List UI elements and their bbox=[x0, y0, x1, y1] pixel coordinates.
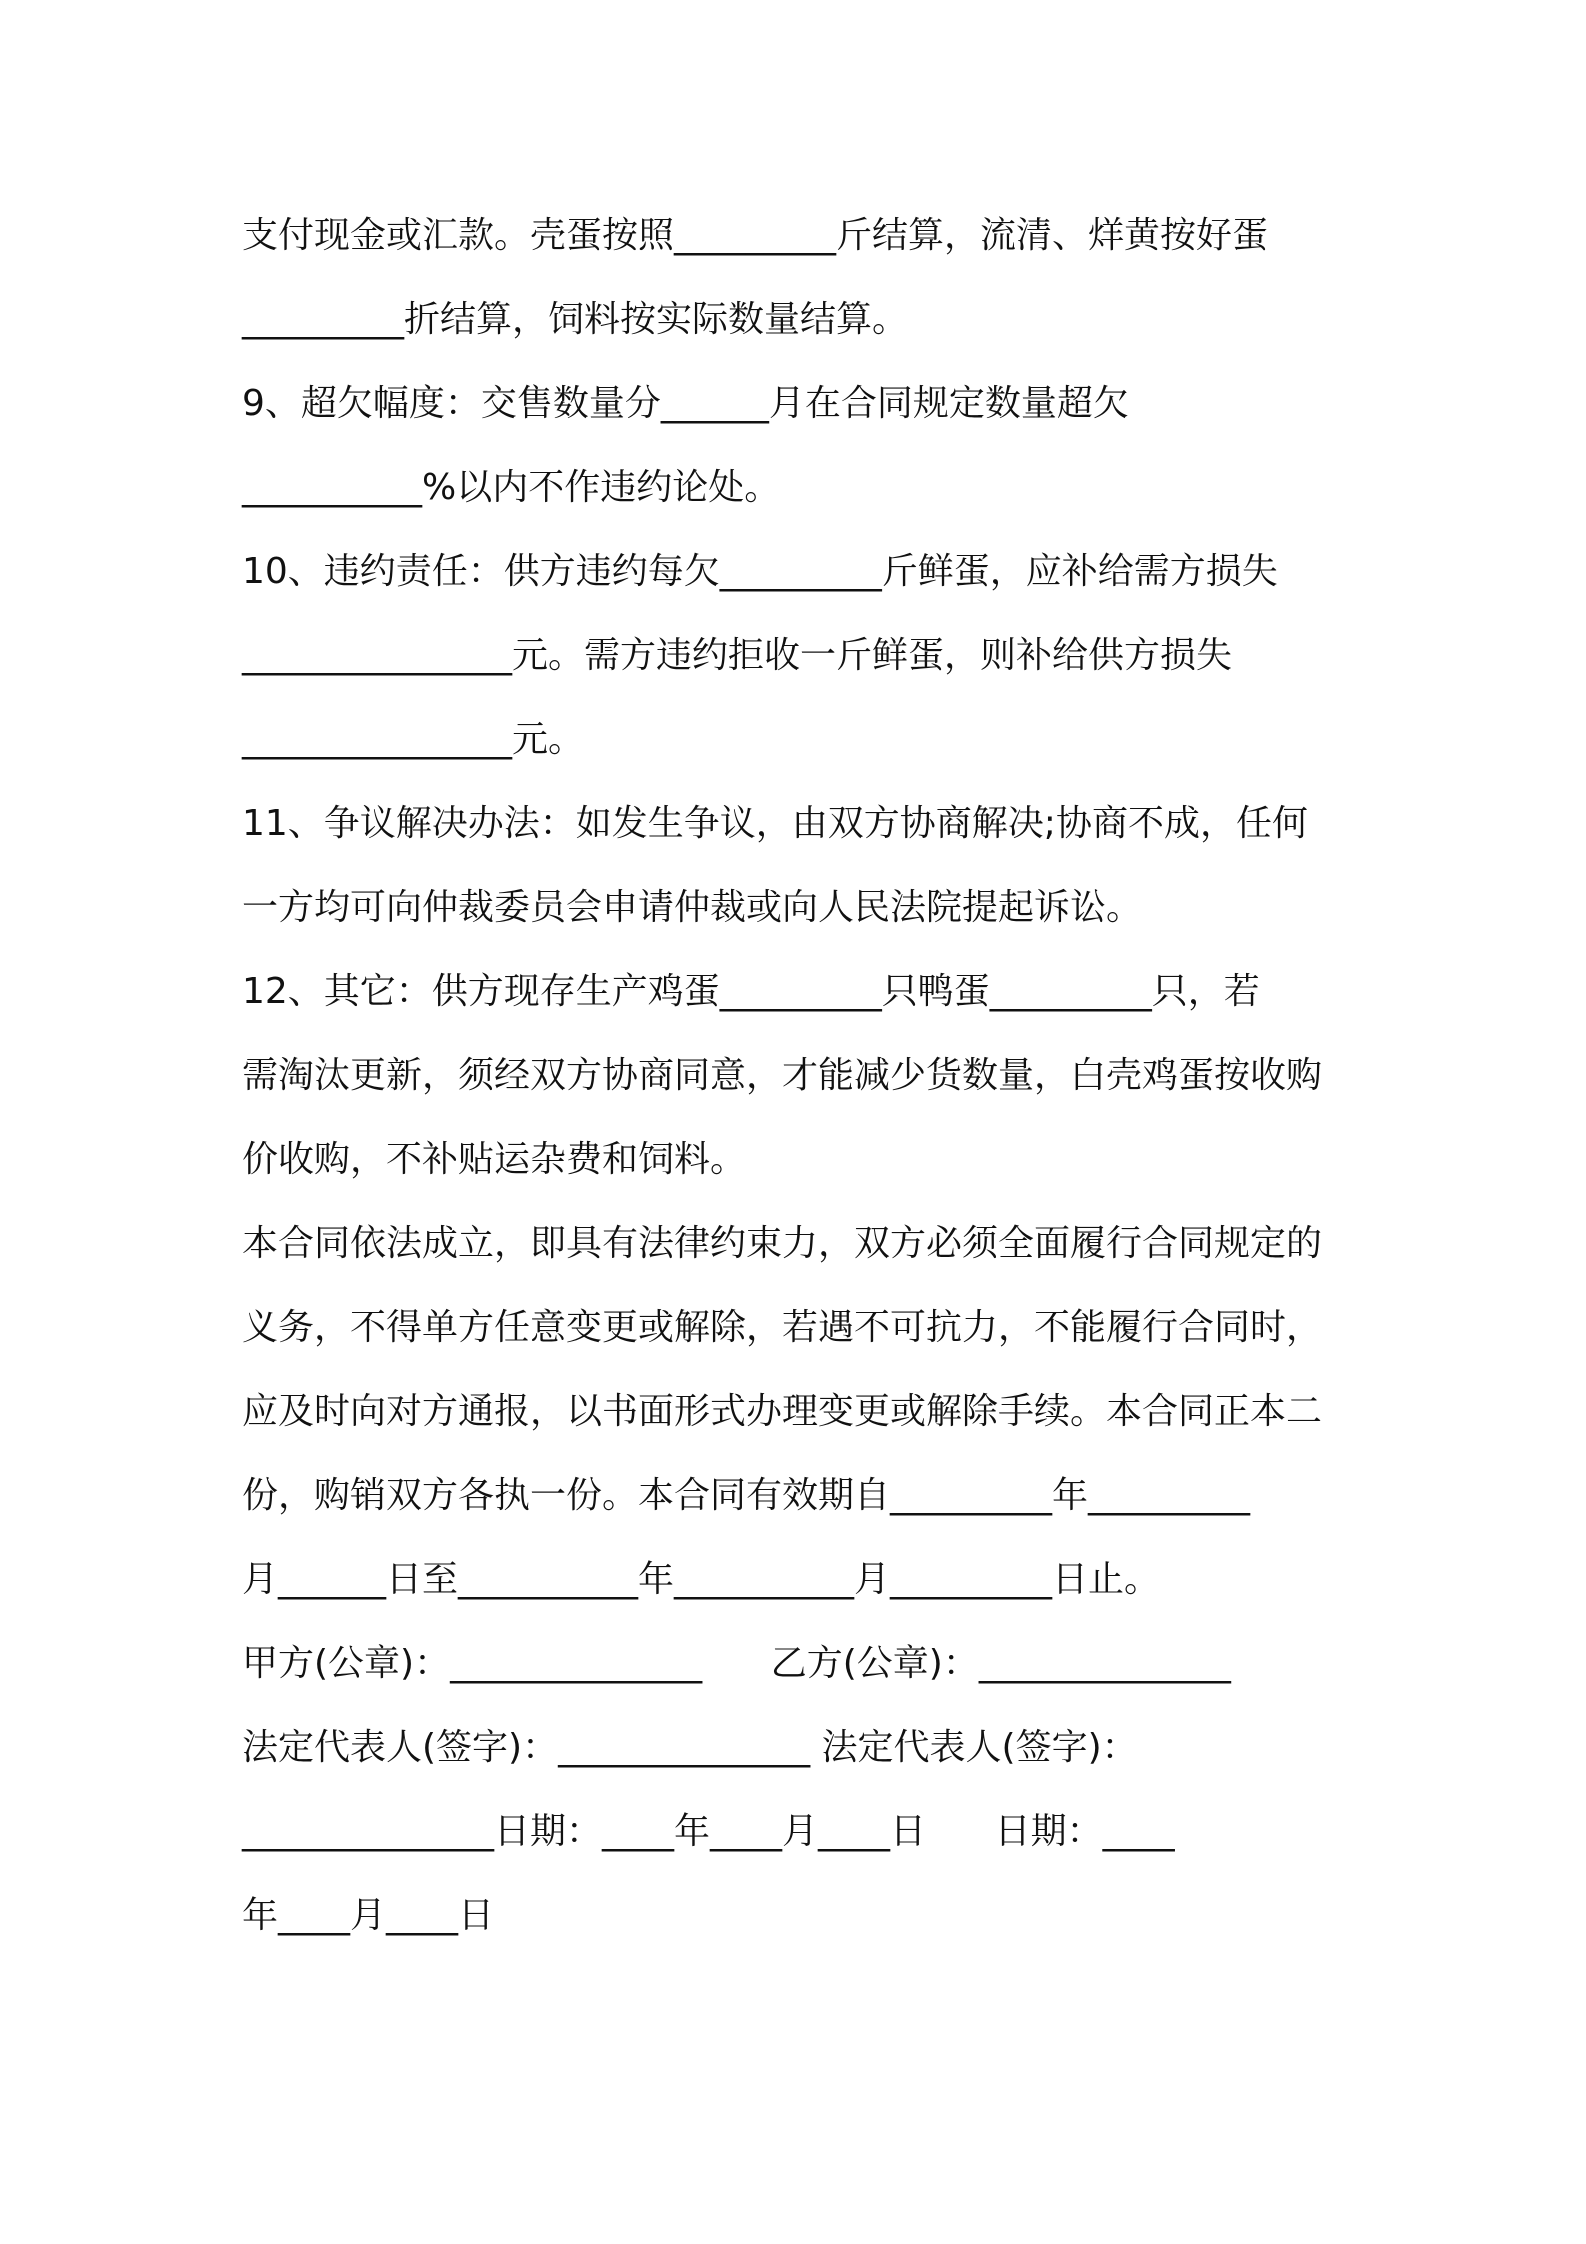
text-line-clause-11-cont: 一方均可向仲裁委员会申请仲裁或向人民法院提起诉讼。 bbox=[242, 887, 1143, 928]
text-line-clause-12: 12、其它：供方现存生产鸡蛋_________只鸭蛋_________只，若 bbox=[242, 971, 1260, 1012]
text-line-clause-10-end: _______________元。 bbox=[242, 719, 585, 760]
text-line-settlement: _________折结算，饲料按实际数量结算。 bbox=[242, 299, 909, 340]
text-line-validity-3: 应及时向对方通报，以书面形式办理变更或解除手续。本合同正本二 bbox=[242, 1391, 1323, 1432]
text-line-clause-12-cont: 需淘汰更新，须经双方协商同意，才能减少货数量，白壳鸡蛋按收购 bbox=[242, 1055, 1323, 1096]
text-line-seals: 甲方(公章)：______________ 乙方(公章)：______________ bbox=[242, 1643, 1231, 1684]
text-line-representatives: 法定代表人(签字)：______________ 法定代表人(签字)： bbox=[242, 1727, 1138, 1768]
text-line-term-start: 份，购销双方各执一份。本合同有效期自_________年_________ bbox=[242, 1475, 1251, 1516]
text-line-dates: ______________日期：____年____月____日 日期：____ bbox=[242, 1811, 1175, 1852]
contract-body bbox=[242, 194, 1362, 1958]
text-line-date-end: 年____月____日 bbox=[242, 1895, 495, 1936]
text-line-clause-9: 9、超欠幅度：交售数量分______月在合同规定数量超欠 bbox=[242, 383, 1129, 424]
text-line-validity-2: 义务，不得单方任意变更或解除，若遇不可抗力，不能履行合同时， bbox=[242, 1307, 1323, 1348]
text-line-payment: 支付现金或汇款。壳蛋按照_________斤结算，流清、烊黄按好蛋 bbox=[242, 215, 1269, 256]
text-line-validity: 本合同依法成立，即具有法律约束力，双方必须全面履行合同规定的 bbox=[242, 1223, 1323, 1264]
text-line-clause-12-end: 价收购，不补贴运杂费和饲料。 bbox=[242, 1139, 747, 1180]
text-line-clause-10: 10、违约责任：供方违约每欠_________斤鲜蛋，应补给需方损失 bbox=[242, 551, 1278, 592]
text-line-clause-11: 11、争议解决办法：如发生争议，由双方协商解决;协商不成，任何 bbox=[242, 803, 1308, 844]
text-line-term-end: 月______日至__________年__________月_________日止。 bbox=[242, 1559, 1161, 1600]
text-line-clause-10-cont: _______________元。需方违约拒收一斤鲜蛋，则补给供方损失 bbox=[242, 635, 1233, 676]
text-line-clause-9-cont: __________%以内不作违约论处。 bbox=[242, 467, 781, 508]
